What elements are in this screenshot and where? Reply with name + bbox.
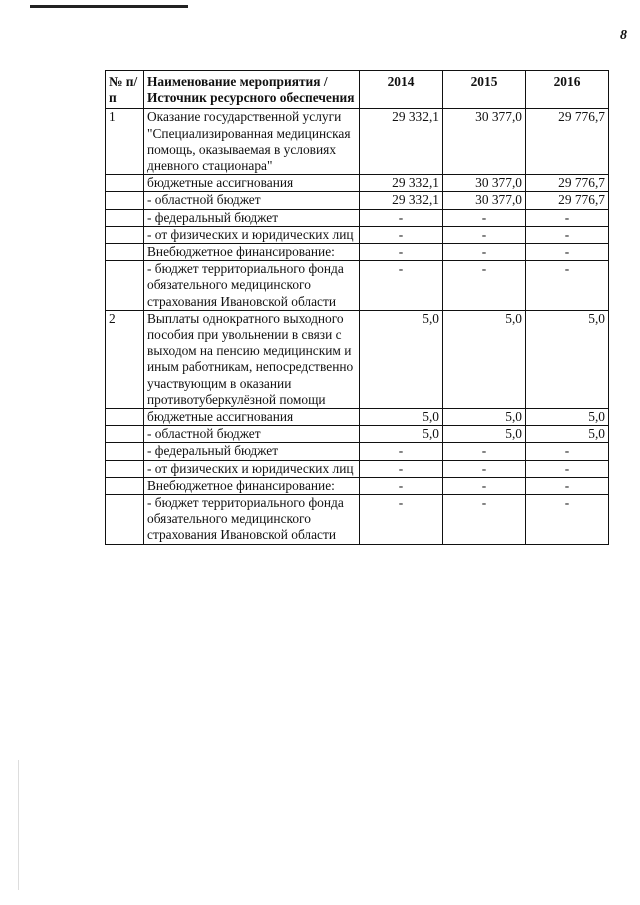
row-name: - федеральный бюджет — [144, 443, 360, 460]
row-name: Внебюджетное финансирование: — [144, 244, 360, 261]
header-name: Наименование мероприятия / Источник ресурсного обеспечения — [144, 71, 360, 109]
row-name: - от физических и юридических лиц — [144, 460, 360, 477]
table-row — [106, 109, 609, 175]
header-year-2015: 2015 — [443, 71, 526, 109]
row-value-2014: 5,0 — [360, 409, 443, 426]
row-value-2015: 5,0 — [443, 310, 526, 408]
row-value-2015: 30 377,0 — [443, 192, 526, 209]
row-value-2014: - — [360, 443, 443, 460]
row-value-2015: - — [443, 495, 526, 545]
row-value-2016: 29 776,7 — [526, 175, 609, 192]
row-value-2016: - — [526, 477, 609, 494]
row-value-2015: - — [443, 244, 526, 261]
row-number — [106, 226, 144, 243]
table-row — [106, 495, 609, 545]
row-number — [106, 495, 144, 545]
row-number — [106, 192, 144, 209]
table-header-row — [106, 71, 609, 109]
row-name: - областной бюджет — [144, 192, 360, 209]
row-value-2016: - — [526, 226, 609, 243]
row-value-2015: 5,0 — [443, 409, 526, 426]
row-name: Выплаты однократного выходного пособия при увольнении в связи с выходом на пенсию медицинским и иным работникам, непосредственно участвующим в оказании противотуберкулёзной помощи — [144, 310, 360, 408]
budget-table — [105, 70, 609, 545]
row-value-2015: - — [443, 460, 526, 477]
row-value-2014: 29 332,1 — [360, 175, 443, 192]
row-value-2014: 5,0 — [360, 310, 443, 408]
row-number — [106, 409, 144, 426]
row-value-2016: 29 776,7 — [526, 109, 609, 175]
row-value-2015: - — [443, 443, 526, 460]
margin-mark — [18, 760, 19, 890]
row-number — [106, 426, 144, 443]
row-value-2014: - — [360, 244, 443, 261]
row-name: - бюджет территориального фонда обязательного медицинского страхования Ивановской области — [144, 261, 360, 311]
row-number — [106, 477, 144, 494]
table-row — [106, 261, 609, 311]
row-number — [106, 261, 144, 311]
row-number: 1 — [106, 109, 144, 175]
row-value-2015: 5,0 — [443, 426, 526, 443]
row-value-2014: - — [360, 477, 443, 494]
row-value-2016: - — [526, 460, 609, 477]
row-name: Внебюджетное финансирование: — [144, 477, 360, 494]
row-name: - бюджет территориального фонда обязательного медицинского страхования Ивановской области — [144, 495, 360, 545]
table-row — [106, 192, 609, 209]
row-value-2015: - — [443, 209, 526, 226]
header-year-2014: 2014 — [360, 71, 443, 109]
row-value-2015: - — [443, 226, 526, 243]
row-value-2015: 30 377,0 — [443, 175, 526, 192]
table-row — [106, 477, 609, 494]
table-row — [106, 209, 609, 226]
row-number — [106, 443, 144, 460]
row-value-2016: 5,0 — [526, 310, 609, 408]
row-name: бюджетные ассигнования — [144, 175, 360, 192]
top-rule — [30, 5, 188, 8]
row-value-2014: 29 332,1 — [360, 192, 443, 209]
table-row — [106, 409, 609, 426]
table-row — [106, 310, 609, 408]
row-value-2016: - — [526, 443, 609, 460]
table-row — [106, 226, 609, 243]
row-value-2014: 29 332,1 — [360, 109, 443, 175]
row-value-2014: - — [360, 226, 443, 243]
header-year-2016: 2016 — [526, 71, 609, 109]
table-row — [106, 443, 609, 460]
row-value-2016: - — [526, 261, 609, 311]
table-row — [106, 244, 609, 261]
table-row — [106, 175, 609, 192]
row-value-2015: 30 377,0 — [443, 109, 526, 175]
row-name: бюджетные ассигнования — [144, 409, 360, 426]
row-value-2016: 29 776,7 — [526, 192, 609, 209]
row-value-2016: - — [526, 209, 609, 226]
row-name: - федеральный бюджет — [144, 209, 360, 226]
row-number — [106, 244, 144, 261]
row-value-2015: - — [443, 261, 526, 311]
row-value-2014: - — [360, 209, 443, 226]
row-value-2014: - — [360, 495, 443, 545]
row-number — [106, 460, 144, 477]
row-value-2015: - — [443, 477, 526, 494]
row-name: - от физических и юридических лиц — [144, 226, 360, 243]
row-value-2016: - — [526, 244, 609, 261]
header-num: № п/п — [106, 71, 144, 109]
row-name: Оказание государственной услуги "Специализированная медицинская помощь, оказываемая в условиях дневного стационара" — [144, 109, 360, 175]
row-value-2016: 5,0 — [526, 426, 609, 443]
row-name: - областной бюджет — [144, 426, 360, 443]
page-number: 8 — [620, 28, 627, 43]
row-value-2014: - — [360, 460, 443, 477]
row-number — [106, 209, 144, 226]
row-value-2014: - — [360, 261, 443, 311]
row-value-2014: 5,0 — [360, 426, 443, 443]
row-value-2016: - — [526, 495, 609, 545]
table-row — [106, 426, 609, 443]
row-number — [106, 175, 144, 192]
row-value-2016: 5,0 — [526, 409, 609, 426]
table-row — [106, 460, 609, 477]
row-number: 2 — [106, 310, 144, 408]
